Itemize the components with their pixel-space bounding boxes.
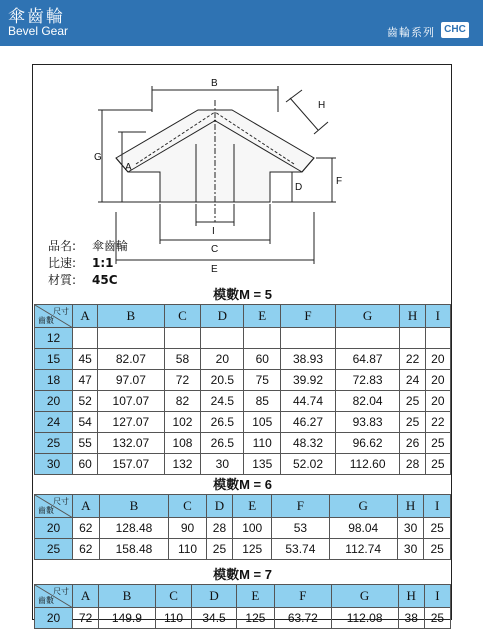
table-cell: 100 <box>233 518 272 539</box>
corner-size-label: 尺寸 <box>53 307 69 316</box>
table-cell: 38 <box>398 608 424 629</box>
table-cell: 72 <box>73 608 99 629</box>
teeth-count-cell: 15 <box>35 349 73 370</box>
column-header: C <box>155 585 192 608</box>
table-cell: 45 <box>73 349 98 370</box>
table-header-row <box>35 495 451 518</box>
corner-teeth-label: 齒數 <box>38 506 54 515</box>
bevel-gear-drawing <box>94 72 356 275</box>
table-cell <box>164 328 201 349</box>
table-cell <box>281 328 336 349</box>
table-row <box>35 518 451 539</box>
table-cell: 135 <box>244 454 281 475</box>
table-cell: 22 <box>400 349 425 370</box>
table-cell: 25 <box>424 608 450 629</box>
table-cell: 30 <box>397 518 424 539</box>
column-header: I <box>424 495 451 518</box>
column-header: C <box>164 305 201 328</box>
column-header: B <box>99 585 156 608</box>
table-row <box>35 370 451 391</box>
column-header: H <box>400 305 425 328</box>
teeth-count-cell: 20 <box>35 518 73 539</box>
table-cell: 110 <box>169 539 206 560</box>
table-cell <box>244 328 281 349</box>
column-header: C <box>169 495 206 518</box>
corner-size-label: 尺寸 <box>53 497 69 506</box>
table-cell: 60 <box>244 349 281 370</box>
table-cell: 75 <box>244 370 281 391</box>
table-cell: 97.07 <box>98 370 164 391</box>
spec-value: 傘齒輪 <box>92 239 129 253</box>
column-header: B <box>99 495 169 518</box>
table-cell: 112.74 <box>329 539 397 560</box>
table-cell: 72 <box>164 370 201 391</box>
table-cell: 47 <box>73 370 98 391</box>
table-cell: 25 <box>425 454 450 475</box>
spec-label: 品名: <box>48 239 77 253</box>
table-cell: 132 <box>164 454 201 475</box>
column-header: F <box>275 585 332 608</box>
column-header: B <box>98 305 164 328</box>
table-cell: 62 <box>73 518 100 539</box>
column-header: F <box>272 495 329 518</box>
table-cell: 60 <box>73 454 98 475</box>
dim-label-h: H <box>318 100 326 111</box>
table-row <box>35 539 451 560</box>
corner-teeth-label: 齒數 <box>38 316 54 325</box>
table-cell: 25 <box>400 412 425 433</box>
spec-value: 1:1 <box>92 256 114 270</box>
product-specs <box>48 238 128 289</box>
dim-label-a: A <box>125 162 132 173</box>
table-cell: 110 <box>244 433 281 454</box>
table-cell: 82 <box>164 391 201 412</box>
table-cell: 128.48 <box>99 518 169 539</box>
table-cell: 90 <box>169 518 206 539</box>
column-header: G <box>329 495 397 518</box>
table-cell: 25 <box>425 433 450 454</box>
table-cell: 125 <box>236 608 274 629</box>
table-cell: 52 <box>73 391 98 412</box>
corner-teeth-label: 齒數 <box>38 596 54 605</box>
spec-table <box>34 494 451 560</box>
spec-label: 比速: <box>48 256 77 270</box>
column-header: A <box>73 585 99 608</box>
column-header: H <box>398 585 424 608</box>
table-cell: 125 <box>233 539 272 560</box>
table-cell: 25 <box>424 518 451 539</box>
table-cell: 44.74 <box>281 391 336 412</box>
table-cell: 30 <box>201 454 244 475</box>
teeth-count-cell: 25 <box>35 433 73 454</box>
table-cell: 38.93 <box>281 349 336 370</box>
table-cell: 102 <box>164 412 201 433</box>
table-cell: 107.07 <box>98 391 164 412</box>
table-cell: 63.72 <box>275 608 332 629</box>
table-row <box>35 391 451 412</box>
table-cell <box>73 328 98 349</box>
table-cell: 158.48 <box>99 539 169 560</box>
table-cell: 20 <box>201 349 244 370</box>
table-cell: 20.5 <box>201 370 244 391</box>
table-cell: 52.02 <box>281 454 336 475</box>
column-header: E <box>244 305 281 328</box>
table-row <box>35 433 451 454</box>
table-header-row <box>35 305 451 328</box>
column-header: G <box>331 585 398 608</box>
teeth-count-cell: 24 <box>35 412 73 433</box>
teeth-count-cell: 20 <box>35 608 73 629</box>
table-cell: 112.60 <box>335 454 400 475</box>
dim-label-f: F <box>336 176 343 187</box>
column-header: G <box>335 305 400 328</box>
table-row <box>35 349 451 370</box>
teeth-count-cell: 18 <box>35 370 73 391</box>
dim-label-c: C <box>211 244 219 255</box>
table-cell: 26.5 <box>201 433 244 454</box>
table-cell: 39.92 <box>281 370 336 391</box>
spec-row-ratio <box>48 255 128 272</box>
page-title-en: Bevel Gear <box>8 24 69 38</box>
table-cell: 24.5 <box>201 391 244 412</box>
table-cell: 127.07 <box>98 412 164 433</box>
corner-header <box>35 305 73 328</box>
table-cell: 25 <box>206 539 233 560</box>
table-header-row <box>35 585 451 608</box>
table-cell: 30 <box>397 539 424 560</box>
dim-label-d: D <box>295 182 303 193</box>
column-header: D <box>206 495 233 518</box>
column-header: A <box>73 495 100 518</box>
table-cell: 53 <box>272 518 329 539</box>
table-cell: 55 <box>73 433 98 454</box>
table-cell: 58 <box>164 349 201 370</box>
dim-label-g: G <box>94 152 102 163</box>
corner-size-label: 尺寸 <box>53 587 69 596</box>
series-label: 齒輪系列 <box>387 26 435 39</box>
spec-table <box>34 584 451 629</box>
table-cell: 46.27 <box>281 412 336 433</box>
corner-header <box>35 585 73 608</box>
dim-label-i: I <box>212 226 215 237</box>
column-header: I <box>425 305 450 328</box>
column-header: A <box>73 305 98 328</box>
table-cell: 82.04 <box>335 391 400 412</box>
table-cell <box>98 328 164 349</box>
teeth-count-cell: 25 <box>35 539 73 560</box>
table-cell: 53.74 <box>272 539 329 560</box>
spec-label: 材質: <box>48 273 77 287</box>
table-cell: 28 <box>400 454 425 475</box>
table-cell: 26 <box>400 433 425 454</box>
table-cell: 22 <box>425 412 450 433</box>
table-cell <box>335 328 400 349</box>
table-cell: 85 <box>244 391 281 412</box>
column-header: H <box>397 495 424 518</box>
table-cell <box>400 328 425 349</box>
table-row <box>35 328 451 349</box>
module-title: 模數M = 7 <box>213 567 272 582</box>
table-cell: 93.83 <box>335 412 400 433</box>
table-cell: 157.07 <box>98 454 164 475</box>
table-cell: 82.07 <box>98 349 164 370</box>
table-row <box>35 454 451 475</box>
column-header: E <box>236 585 274 608</box>
table-cell: 105 <box>244 412 281 433</box>
table-cell: 20 <box>425 370 450 391</box>
column-header: I <box>424 585 450 608</box>
table-cell: 28 <box>206 518 233 539</box>
table-cell: 64.87 <box>335 349 400 370</box>
table-cell: 24 <box>400 370 425 391</box>
teeth-count-cell: 20 <box>35 391 73 412</box>
teeth-count-cell: 30 <box>35 454 73 475</box>
table-cell: 48.32 <box>281 433 336 454</box>
table-row <box>35 608 451 629</box>
corner-header <box>35 495 73 518</box>
table-cell: 34.5 <box>192 608 236 629</box>
table-cell: 110 <box>155 608 192 629</box>
page-header <box>0 0 483 46</box>
table-cell: 26.5 <box>201 412 244 433</box>
module-title: 模數M = 6 <box>213 477 272 492</box>
table-row <box>35 412 451 433</box>
table-cell: 62 <box>73 539 100 560</box>
dim-label-b: B <box>211 78 218 89</box>
spec-value: 45C <box>92 273 118 287</box>
module-title: 模數M = 5 <box>213 287 272 302</box>
table-cell: 25 <box>424 539 451 560</box>
table-cell: 132.07 <box>98 433 164 454</box>
table-cell <box>425 328 450 349</box>
table-cell: 98.04 <box>329 518 397 539</box>
table-cell: 96.62 <box>335 433 400 454</box>
table-cell: 20 <box>425 391 450 412</box>
table-cell: 108 <box>164 433 201 454</box>
spec-row-name <box>48 238 128 255</box>
page-title-cn: 傘齒輪 <box>8 7 65 27</box>
table-cell: 54 <box>73 412 98 433</box>
dim-label-e: E <box>211 264 218 275</box>
teeth-count-cell: 12 <box>35 328 73 349</box>
spec-table <box>34 304 451 475</box>
column-header: E <box>233 495 272 518</box>
table-cell <box>201 328 244 349</box>
table-cell: 112.08 <box>331 608 398 629</box>
column-header: F <box>281 305 336 328</box>
table-cell: 149.9 <box>99 608 156 629</box>
brand-logo: CHC <box>441 22 469 38</box>
column-header: D <box>201 305 244 328</box>
column-header: D <box>192 585 236 608</box>
table-cell: 25 <box>400 391 425 412</box>
table-cell: 72.83 <box>335 370 400 391</box>
table-cell: 20 <box>425 349 450 370</box>
